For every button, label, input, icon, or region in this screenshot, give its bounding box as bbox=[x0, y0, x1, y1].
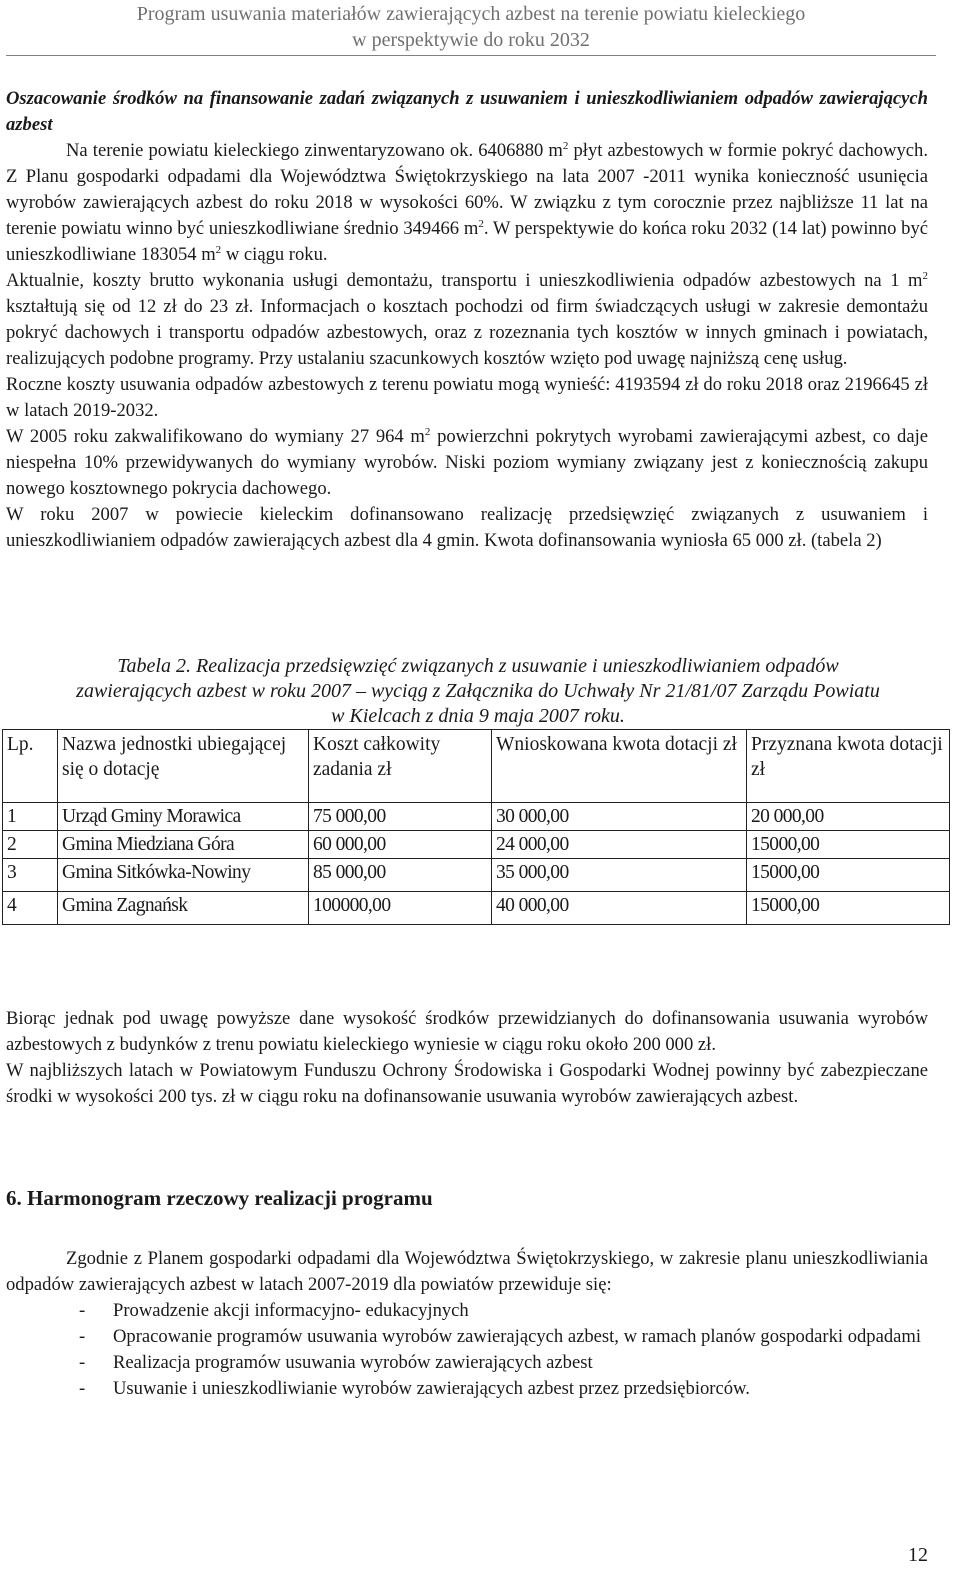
list-item: - Prowadzenie akcji informacyjno- edukacyjnych bbox=[79, 1300, 469, 1321]
header-cell-requested: Wnioskowana kwota dotacji zł bbox=[492, 730, 747, 803]
table-row bbox=[3, 892, 950, 925]
paragraph-2007: W roku 2007 w powiecie kieleckim dofinansowano realizację przedsięwzięć związanych z usuwaniem i unieszkodliwianiem odpadów zawierających azbest dla 4 gmin. Kwota dofinansowania wyniosła 65 000 zł. (tabela 2) bbox=[6, 504, 928, 551]
paragraph-plan: Zgodnie z Planem gospodarki odpadami dla Województwa Świętokrzyskiego, w zakresie planu unieszkodliwiania odpadów zawierających azbest w latach 2007-2019 dla powiatów przewiduje się: bbox=[6, 1248, 928, 1295]
cell-total-cost: 75 000,00 bbox=[309, 803, 492, 831]
cell-total-cost: 100000,00 bbox=[309, 892, 492, 925]
list-item: - Realizacja programów usuwania wyrobów zawierających azbest bbox=[79, 1352, 593, 1373]
header-cell-lp: Lp. bbox=[3, 730, 58, 803]
header-line-1: Program usuwania materiałów zawierających azbest na terenie powiatu kieleckiego bbox=[136, 3, 806, 25]
page-number: 12 bbox=[908, 1544, 928, 1566]
task-list bbox=[6, 1298, 928, 1402]
cell-lp: 4 bbox=[3, 892, 58, 925]
table-header-row bbox=[3, 730, 950, 803]
cell-requested: 35 000,00 bbox=[492, 859, 747, 892]
header-cell-name: Nazwa jednostki ubiegającej się o dotację bbox=[58, 730, 309, 803]
cell-granted: 15000,00 bbox=[747, 859, 950, 892]
cell-name: Gmina Sitkówka-Nowiny bbox=[58, 859, 309, 892]
cell-name: Gmina Miedziana Góra bbox=[58, 831, 309, 859]
cell-lp: 1 bbox=[3, 803, 58, 831]
paragraph-estimate: Biorąc jednak pod uwagę powyższe dane wysokość środków przewidzianych do dofinansowania usuwania wyrobów azbestowych z budynków z trenu powiatu kieleckiego wyniesie w ciągu roku około 200 000 zł. bbox=[6, 1008, 928, 1055]
cell-requested: 30 000,00 bbox=[492, 803, 747, 831]
cell-requested: 40 000,00 bbox=[492, 892, 747, 925]
paragraph-inventory: Na terenie powiatu kieleckiego zinwentaryzowano ok. 6406880 $m^2$ płyt azbestowych w formie pokryć dachowych. Z Planu gospodarki odpadami dla Województwa Świętokrzyskiego na lata 2007 -2011 wynika konieczność usunięcia wyrobów zawierających azbest do roku 2018 w wysokości 60%. W związku z tym corocznie przez najbliższe 11 lat na terenie powiatu winno być unieszkodliwiane średnio 349466 $m^2$. W perspektywie do końca roku 2032 (14 lat) powinno być unieszkodliwiane 183054 $m^2$ w ciągu roku. bbox=[6, 139, 928, 265]
paragraph-costs: Aktualnie, koszty brutto wykonania usługi demontażu, transportu i unieszkodliwienia odpadów azbestowych na 1 $m^2$ kształtują się od 12 zł do 23 zł. Informacjach o kosztach pochodzi od firm świadczących usługi w zakresie demontażu pokryć dachowych i transportu odpadów azbestowych, oraz z rozeznania tych kosztów w innych gminach i powiatach, realizujących podobne programy. Przy ustalaniu szacunkowych kosztów wzięto pod uwagę najniższą cenę usług. bbox=[6, 269, 928, 369]
cell-granted: 20 000,00 bbox=[747, 803, 950, 831]
page-header bbox=[6, 0, 936, 56]
section-title-6: Harmonogram rzeczowy realizacji programu bbox=[27, 1186, 433, 1210]
list-item: - Usuwanie i unieszkodliwianie wyrobów zawierających azbest przez przedsiębiorców. bbox=[79, 1378, 750, 1399]
cell-requested: 24 000,00 bbox=[492, 831, 747, 859]
funding-table bbox=[2, 729, 950, 925]
paragraph-annual-costs: Roczne koszty usuwania odpadów azbestowych z terenu powiatu mogą wynieść: 4193594 zł do roku 2018 oraz 2196645 zł w latach 2019-2032. bbox=[6, 374, 928, 421]
header-cell-total-cost: Koszt całkowity zadania zł bbox=[309, 730, 492, 803]
cell-name: Urząd Gminy Morawica bbox=[58, 803, 309, 831]
cell-granted: 15000,00 bbox=[747, 831, 950, 859]
section-6-heading bbox=[6, 1186, 928, 1211]
section-title: Oszacowanie środków na finansowanie zadań związanych z usuwaniem i unieszkodliwianiem odpadów zawierających azbest bbox=[6, 88, 928, 135]
paragraph-fund: W najbliższych latach w Powiatowym Funduszu Ochrony Środowiska i Gospodarki Wodnej powinny być zabezpieczane środki w wysokości 200 tys. zł w ciągu roku na dofinansowanie usuwania wyrobów zawierających azbest. bbox=[6, 1060, 928, 1107]
paragraph-2005: W 2005 roku zakwalifikowano do wymiany 27 964 $m^2$ powierzchni pokrytych wyrobami zawierającymi azbest, co daje niespełna 10% przewidywanych do wymiany wyrobów. Niski poziom wymiany związany jest z koniecznością zakupu nowego kosztownego pokrycia dachowego. bbox=[6, 425, 929, 499]
cell-name: Gmina Zagnańsk bbox=[58, 892, 309, 925]
table-row bbox=[3, 831, 950, 859]
cell-lp: 3 bbox=[3, 859, 58, 892]
cell-total-cost: 85 000,00 bbox=[309, 859, 492, 892]
table-row bbox=[3, 859, 950, 892]
cell-total-cost: 60 000,00 bbox=[309, 831, 492, 859]
header-cell-granted: Przyznana kwota dotacji zł bbox=[747, 730, 950, 803]
table-section bbox=[4, 654, 952, 925]
list-item: - Opracowanie programów usuwania wyrobów zawierających azbest, w ramach planów gospodarki odpadami bbox=[79, 1326, 922, 1347]
section-number: 6. bbox=[6, 1186, 22, 1210]
body-top bbox=[6, 86, 928, 554]
table-row bbox=[3, 803, 950, 831]
cell-granted: 15000,00 bbox=[747, 892, 950, 925]
body-schedule bbox=[6, 1246, 928, 1402]
table-caption: Tabela 2. Realizacja przedsięwzięć związanych z usuwanie i unieszkodliwianiem odpadów zawierających azbest w roku 2007 – wyciąg z Załącznika do Uchwały Nr 21/81/07 Zarządu Powiatu w Kielcach z dnia 9 maja 2007 roku. bbox=[76, 655, 880, 727]
header-line-2: w perspektywie do roku 2032 bbox=[352, 29, 590, 51]
cell-lp: 2 bbox=[3, 831, 58, 859]
body-bottom bbox=[6, 1006, 928, 1110]
